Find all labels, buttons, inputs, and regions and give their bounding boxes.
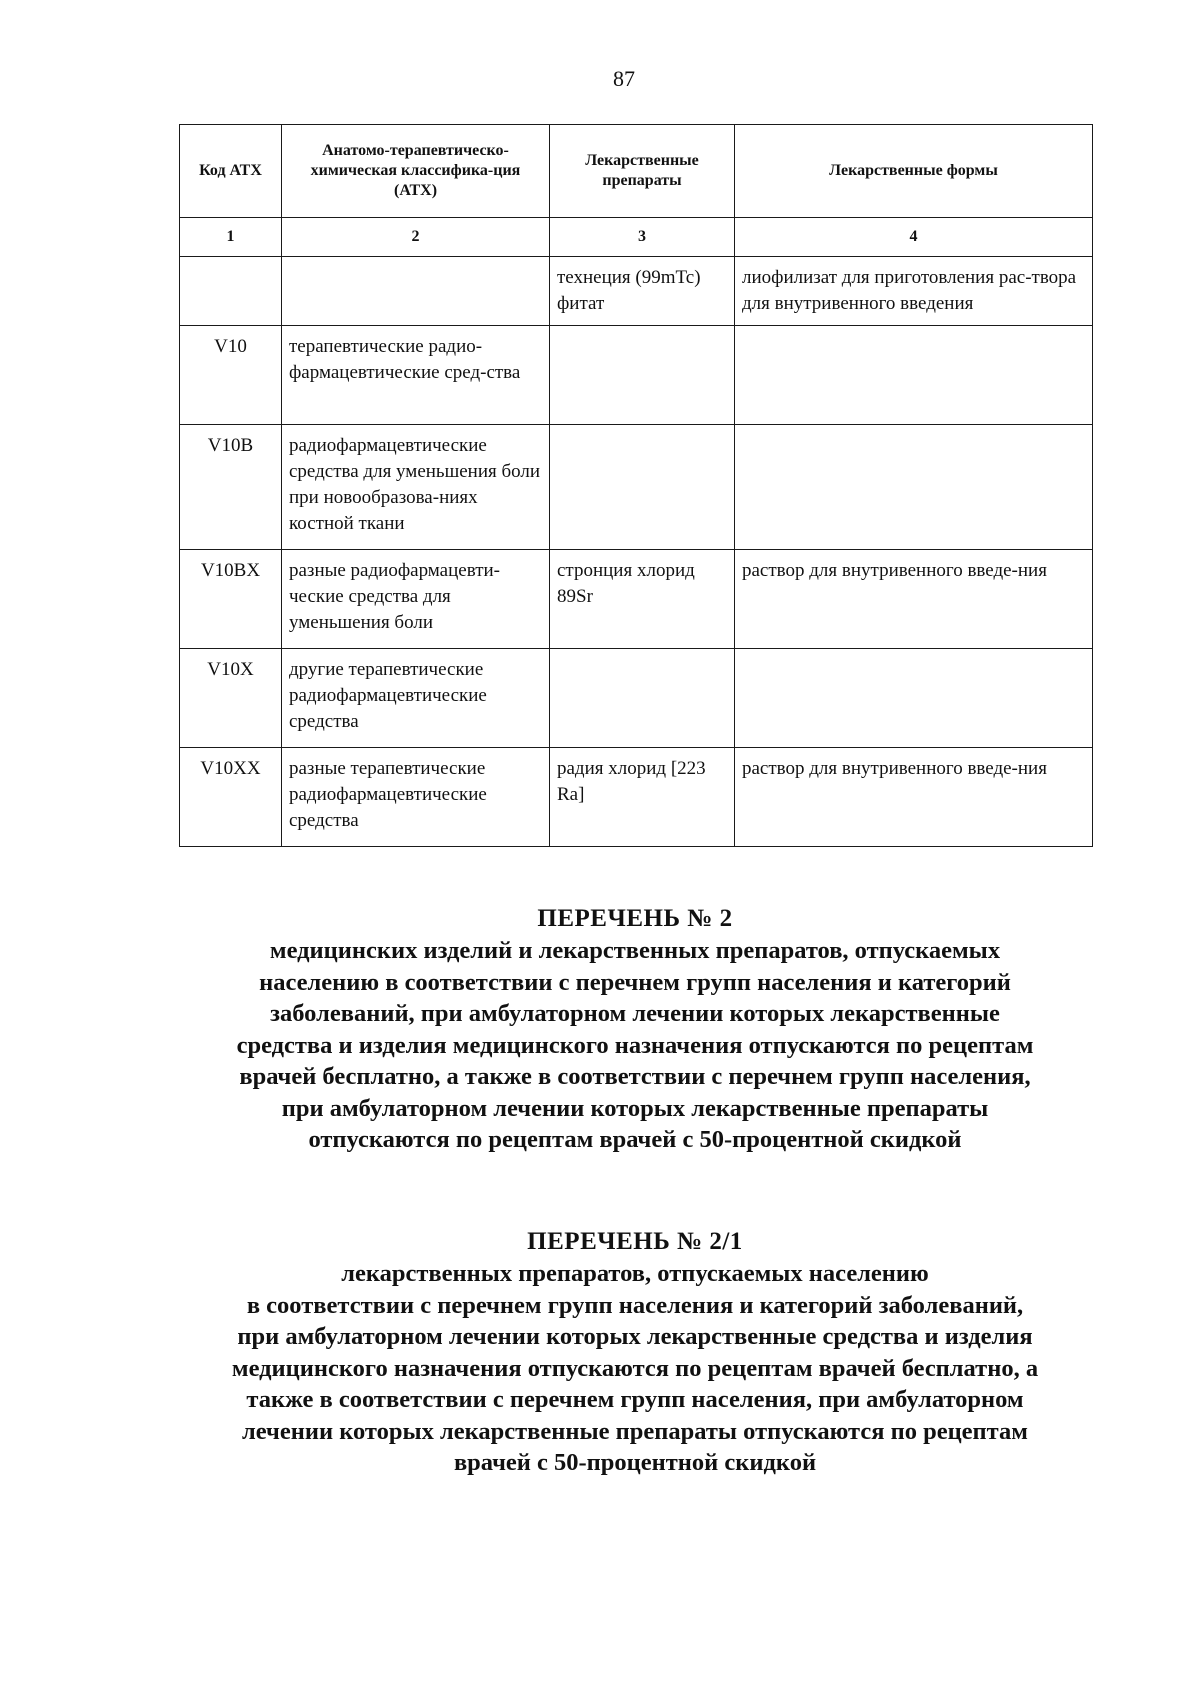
- drug-cell: стронция хлорид 89Sr: [550, 550, 735, 649]
- column-number: 1: [180, 218, 282, 257]
- drug-cell: радия хлорид [223 Ra]: [550, 748, 735, 847]
- list-2-1-title: ПЕРЕЧЕНЬ № 2/1: [527, 1228, 743, 1255]
- atx-code-cell: [180, 257, 282, 326]
- form-cell: лиофилизат для приготовления рас-твора для внутривенного введения: [735, 257, 1093, 326]
- form-cell: [735, 649, 1093, 748]
- description-line: медицинских изделий и лекарственных препаратов, отпускаемых: [269, 937, 1001, 964]
- classification-cell: другие терапевтические радиофармацевтические средства: [282, 649, 550, 748]
- form-cell: раствор для внутривенного введе-ния: [735, 748, 1093, 847]
- header-atx-classification: Анатомо-терапевтическо-химическая классифика-ция (АТХ): [282, 125, 550, 218]
- table-row: [180, 649, 1093, 748]
- drug-cell: технеция (99mTc) фитат: [550, 257, 735, 326]
- classification-cell: [282, 257, 550, 326]
- form-cell: раствор для внутривенного введе-ния: [735, 550, 1093, 649]
- atx-table: [179, 124, 1093, 847]
- description-line: при амбулаторном лечении которых лекарственные препараты: [281, 1094, 989, 1122]
- header-drugs: Лекарственные препараты: [550, 125, 735, 218]
- column-number-row: [180, 218, 1093, 257]
- form-cell: [735, 326, 1093, 425]
- description-line: также в соответствии с перечнем групп населения, при амбулаторном: [246, 1386, 1024, 1413]
- description-line: лекарственных препаратов, отпускаемых населению: [341, 1260, 929, 1287]
- description-line: заболеваний, при амбулаторном лечении которых лекарственные: [270, 1000, 1000, 1027]
- list-2-title: ПЕРЕЧЕНЬ № 2: [537, 905, 733, 932]
- header-dosage-forms: Лекарственные формы: [735, 125, 1093, 218]
- description-line: в соответствии с перечнем групп населения и категорий заболеваний,: [246, 1291, 1024, 1319]
- table-row: [180, 257, 1093, 326]
- classification-cell: разные терапевтические радиофармацевтические средства: [282, 748, 550, 847]
- description-line: населению в соответствии с перечнем групп населения и категорий: [259, 968, 1011, 996]
- table-row: [180, 425, 1093, 550]
- table-row: [180, 326, 1093, 425]
- classification-cell: радиофармацевтические средства для уменьшения боли при новообразова-ниях костной ткани: [282, 425, 550, 550]
- classification-cell: терапевтические радио-фармацевтические сред-ства: [282, 326, 550, 425]
- column-number: 3: [550, 218, 735, 257]
- drug-cell: [550, 425, 735, 550]
- table-header-row: [180, 125, 1093, 218]
- atx-code-cell: V10BX: [180, 550, 282, 649]
- column-number: 2: [282, 218, 550, 257]
- header-atx-code: Код АТХ: [180, 125, 282, 218]
- form-cell: [735, 425, 1093, 550]
- drug-cell: [550, 326, 735, 425]
- list-2-1-heading: [170, 1226, 1100, 1479]
- description-line: лечении которых лекарственные препараты отпускаются по рецептам: [242, 1417, 1028, 1445]
- page-number: 87: [613, 66, 635, 91]
- atx-code-cell: V10B: [180, 425, 282, 550]
- atx-code-cell: V10XX: [180, 748, 282, 847]
- list-2-1-description: [170, 1258, 1100, 1479]
- description-line: при амбулаторном лечении которых лекарственные средства и изделия: [237, 1323, 1033, 1350]
- description-line: врачей с 50-процентной скидкой: [453, 1449, 817, 1476]
- list-2-heading: [170, 903, 1100, 1156]
- table-row: [180, 550, 1093, 649]
- classification-cell: разные радиофармацевти-ческие средства для уменьшения боли: [282, 550, 550, 649]
- drug-cell: [550, 649, 735, 748]
- list-2-description: [170, 935, 1100, 1156]
- atx-code-cell: V10X: [180, 649, 282, 748]
- table-row: [180, 748, 1093, 847]
- atx-code-cell: V10: [180, 326, 282, 425]
- description-line: отпускаются по рецептам врачей с 50-процентной скидкой: [308, 1126, 962, 1153]
- description-line: средства и изделия медицинского назначения отпускаются по рецептам: [236, 1031, 1034, 1059]
- description-line: врачей бесплатно, а также в соответствии с перечнем групп населения,: [239, 1063, 1031, 1090]
- column-number: 4: [735, 218, 1093, 257]
- description-line: медицинского назначения отпускаются по рецептам врачей бесплатно, а: [231, 1354, 1039, 1382]
